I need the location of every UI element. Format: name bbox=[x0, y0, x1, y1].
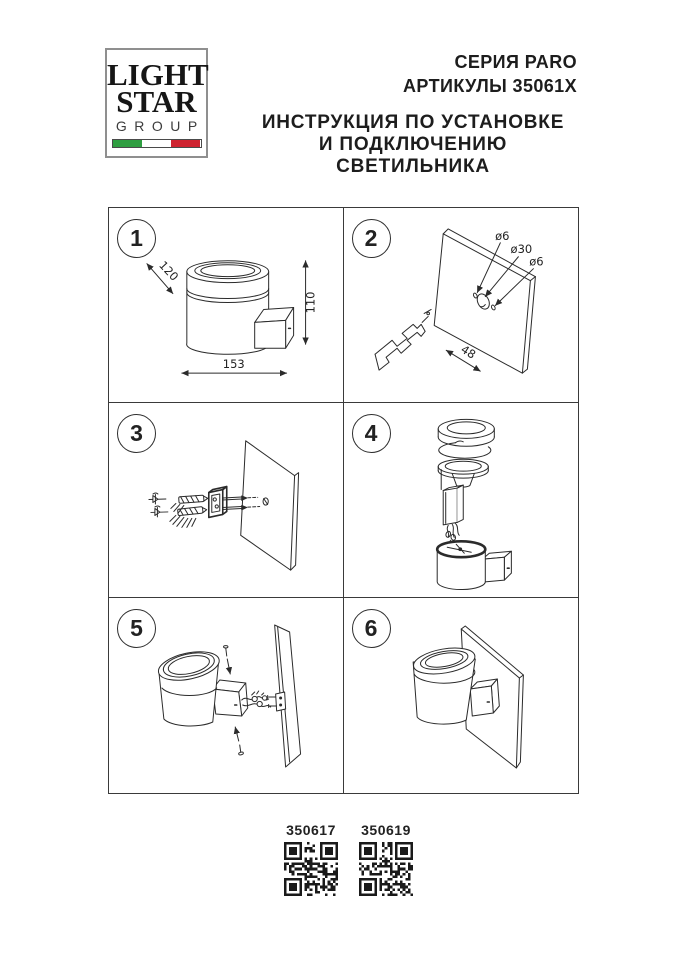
title-line-1: ИНСТРУКЦИЯ ПО УСТАНОВКЕ bbox=[261, 112, 565, 133]
title-line-2: И ПОДКЛЮЧЕНИЮ СВЕТИЛЬНИКА bbox=[318, 134, 508, 177]
hole-dia-label-1: ø6 bbox=[494, 228, 510, 243]
step-1-panel bbox=[109, 208, 344, 403]
series-name: СЕРИЯ PARO bbox=[454, 52, 577, 72]
step-4-number: 4 bbox=[352, 414, 391, 453]
series-block bbox=[255, 50, 577, 98]
qr-block-350619 bbox=[359, 822, 413, 896]
qr-article-label: 350619 bbox=[361, 822, 411, 838]
step-1-number: 1 bbox=[117, 219, 156, 258]
step-2-panel bbox=[344, 208, 579, 403]
flag-red-segment bbox=[171, 140, 200, 147]
article-numbers: АРТИКУЛЫ 35061X bbox=[403, 76, 577, 96]
step-4-panel bbox=[344, 403, 579, 598]
logo-word-star: STAR bbox=[116, 84, 197, 119]
logo-word-light: LIGHT bbox=[107, 57, 209, 92]
step-2-number: 2 bbox=[352, 219, 391, 258]
screw-icon bbox=[149, 493, 166, 504]
qr-code bbox=[359, 842, 413, 896]
step-6-panel bbox=[344, 598, 579, 793]
screw-icon bbox=[151, 506, 168, 517]
depth-label: 48 bbox=[457, 342, 478, 362]
dim-width-label: 153 bbox=[222, 357, 245, 372]
step-6-number: 6 bbox=[352, 609, 391, 648]
dim-diameter-label: 120 bbox=[156, 258, 182, 284]
steps-grid bbox=[108, 207, 579, 794]
wall-anchor-icon bbox=[179, 495, 208, 503]
dim-height-label: 110 bbox=[303, 291, 318, 314]
drill-icon bbox=[375, 309, 431, 370]
hole-dia-label-2: ø30 bbox=[510, 241, 532, 256]
flag-green-segment bbox=[113, 140, 142, 147]
italian-flag-bar bbox=[112, 139, 202, 148]
flag-white-segment bbox=[142, 140, 171, 147]
instruction-title bbox=[246, 112, 580, 178]
step-3-number: 3 bbox=[117, 414, 156, 453]
step-3-panel bbox=[109, 403, 344, 598]
logo-word-group: GROUP bbox=[115, 118, 205, 134]
hole-dia-label-3: ø6 bbox=[528, 254, 544, 269]
step-5-number: 5 bbox=[117, 609, 156, 648]
qr-article-label: 350617 bbox=[286, 822, 336, 838]
qr-block-350617 bbox=[284, 822, 338, 896]
lightstar-logo bbox=[105, 48, 208, 158]
gasket-ring bbox=[438, 443, 490, 458]
qr-code bbox=[284, 842, 338, 896]
step-5-panel bbox=[109, 598, 344, 793]
